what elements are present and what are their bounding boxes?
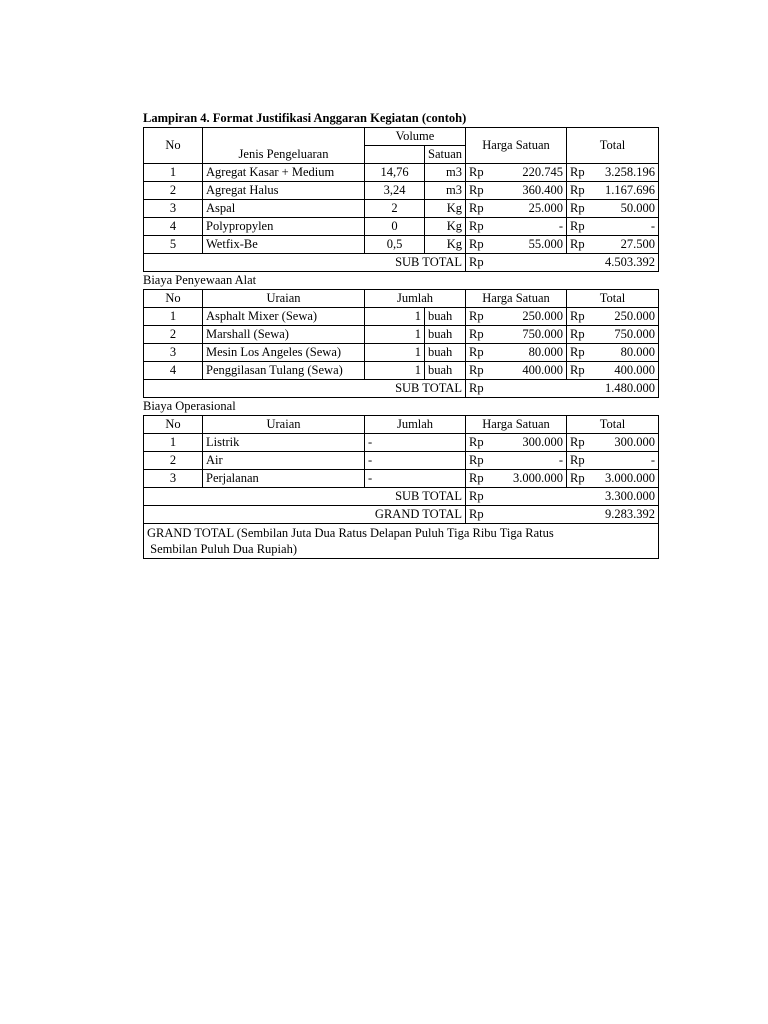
row-price-currency: Rp <box>466 326 496 344</box>
operational-subtotal-row <box>144 488 659 506</box>
subtotal-label: SUB TOTAL <box>144 380 466 398</box>
spacer <box>567 380 597 398</box>
rental-header-row <box>144 290 659 308</box>
row-total-currency: Rp <box>567 164 597 182</box>
document-title: Lampiran 4. Format Justifikasi Anggaran Kegiatan (contoh) <box>143 111 467 125</box>
row-price-currency: Rp <box>466 470 496 488</box>
row-price-currency: Rp <box>466 362 496 380</box>
row-qty: 1 <box>365 344 425 362</box>
subtotal-value: 3.300.000 <box>597 488 659 506</box>
grand-total-words-line-1: GRAND TOTAL (Sembilan Juta Dua Ratus Delapan Puluh Tiga Ribu Tiga Ratus <box>147 526 554 540</box>
header-volume: Volume <box>365 128 466 146</box>
header-no: No <box>144 290 203 308</box>
row-price: - <box>496 452 567 470</box>
row-total-currency: Rp <box>567 236 597 254</box>
row-total: 1.167.696 <box>597 182 659 200</box>
row-total-currency: Rp <box>567 308 597 326</box>
header-jenis: Jenis Pengeluaran <box>203 128 365 164</box>
row-price: 750.000 <box>496 326 567 344</box>
row-no: 1 <box>144 308 203 326</box>
rental-row <box>144 326 659 344</box>
row-total-currency: Rp <box>567 218 597 236</box>
spacer <box>567 506 597 524</box>
row-price-currency: Rp <box>466 182 496 200</box>
row-total: - <box>597 452 659 470</box>
materials-header-row-1 <box>144 128 659 146</box>
header-harga: Harga Satuan <box>466 416 567 434</box>
row-no: 2 <box>144 326 203 344</box>
row-total: 80.000 <box>597 344 659 362</box>
grand-total-row <box>144 506 659 524</box>
row-qty: - <box>365 434 466 452</box>
operational-row <box>144 434 659 452</box>
row-total: 50.000 <box>597 200 659 218</box>
row-unit: buah <box>425 326 466 344</box>
row-unit: m3 <box>425 182 466 200</box>
row-name: Asphalt Mixer (Sewa) <box>203 308 365 326</box>
rental-row <box>144 344 659 362</box>
subtotal-label: SUB TOTAL <box>144 254 466 272</box>
row-price: 300.000 <box>496 434 567 452</box>
row-no: 5 <box>144 236 203 254</box>
currency: Rp <box>466 380 496 398</box>
subtotal-label: SUB TOTAL <box>144 488 466 506</box>
row-total: 3.000.000 <box>597 470 659 488</box>
header-no: No <box>144 416 203 434</box>
grand-total-label: GRAND TOTAL <box>144 506 466 524</box>
subtotal-value: 1.480.000 <box>597 380 659 398</box>
row-total-currency: Rp <box>567 182 597 200</box>
header-satuan: Satuan <box>425 146 466 164</box>
row-unit: m3 <box>425 164 466 182</box>
row-price: 400.000 <box>496 362 567 380</box>
row-no: 1 <box>144 164 203 182</box>
row-qty: 3,24 <box>365 182 425 200</box>
row-no: 2 <box>144 452 203 470</box>
operational-row <box>144 470 659 488</box>
rental-row <box>144 308 659 326</box>
row-total: - <box>597 218 659 236</box>
row-total-currency: Rp <box>567 326 597 344</box>
row-qty: 1 <box>365 308 425 326</box>
spacer <box>496 488 567 506</box>
row-price-currency: Rp <box>466 236 496 254</box>
row-unit: Kg <box>425 218 466 236</box>
row-total-currency: Rp <box>567 452 597 470</box>
materials-row <box>144 200 659 218</box>
rental-caption: Biaya Penyewaan Alat <box>143 273 257 287</box>
row-unit: buah <box>425 308 466 326</box>
row-total-currency: Rp <box>567 362 597 380</box>
row-price-currency: Rp <box>466 308 496 326</box>
row-price-currency: Rp <box>466 164 496 182</box>
spacer <box>496 254 567 272</box>
operational-header-row <box>144 416 659 434</box>
row-total-currency: Rp <box>567 200 597 218</box>
rental-row <box>144 362 659 380</box>
row-total: 400.000 <box>597 362 659 380</box>
row-total-currency: Rp <box>567 434 597 452</box>
row-total: 3.258.196 <box>597 164 659 182</box>
row-no: 3 <box>144 470 203 488</box>
row-unit: Kg <box>425 200 466 218</box>
row-price: 3.000.000 <box>496 470 567 488</box>
row-name: Perjalanan <box>203 470 365 488</box>
row-name: Aspal <box>203 200 365 218</box>
header-jumlah: Jumlah <box>365 290 466 308</box>
row-name: Wetfix-Be <box>203 236 365 254</box>
row-price: 80.000 <box>496 344 567 362</box>
row-total: 27.500 <box>597 236 659 254</box>
header-total: Total <box>567 290 659 308</box>
row-price: 220.745 <box>496 164 567 182</box>
row-price: 250.000 <box>496 308 567 326</box>
row-name: Air <box>203 452 365 470</box>
row-no: 1 <box>144 434 203 452</box>
row-unit: buah <box>425 362 466 380</box>
header-harga: Harga Satuan <box>466 128 567 164</box>
row-price-currency: Rp <box>466 218 496 236</box>
operational-caption: Biaya Operasional <box>143 399 236 413</box>
subtotal-value: 4.503.392 <box>597 254 659 272</box>
row-no: 4 <box>144 218 203 236</box>
rental-subtotal-row <box>144 380 659 398</box>
grand-total-value: 9.283.392 <box>597 506 659 524</box>
header-volume-blank <box>365 146 425 164</box>
budget-document <box>143 110 658 559</box>
row-name: Marshall (Sewa) <box>203 326 365 344</box>
row-total-currency: Rp <box>567 344 597 362</box>
materials-row <box>144 236 659 254</box>
row-price: - <box>496 218 567 236</box>
operational-table <box>143 415 659 559</box>
currency: Rp <box>466 488 496 506</box>
materials-subtotal-row <box>144 254 659 272</box>
header-harga: Harga Satuan <box>466 290 567 308</box>
row-no: 4 <box>144 362 203 380</box>
spacer <box>496 506 567 524</box>
grand-total-words-line-2: Sembilan Puluh Dua Rupiah) <box>147 542 297 556</box>
currency: Rp <box>466 506 496 524</box>
header-uraian: Uraian <box>203 290 365 308</box>
spacer <box>496 380 567 398</box>
row-name: Penggilasan Tulang (Sewa) <box>203 362 365 380</box>
operational-row <box>144 452 659 470</box>
row-qty: 0,5 <box>365 236 425 254</box>
row-qty: - <box>365 452 466 470</box>
grand-total-words-row <box>144 524 659 559</box>
row-qty: 1 <box>365 362 425 380</box>
row-qty: 1 <box>365 326 425 344</box>
row-qty: 2 <box>365 200 425 218</box>
row-qty: 14,76 <box>365 164 425 182</box>
row-no: 3 <box>144 344 203 362</box>
row-price-currency: Rp <box>466 452 496 470</box>
header-total: Total <box>567 128 659 164</box>
spacer <box>567 488 597 506</box>
row-unit: buah <box>425 344 466 362</box>
materials-row <box>144 164 659 182</box>
row-no: 3 <box>144 200 203 218</box>
row-qty: 0 <box>365 218 425 236</box>
currency: Rp <box>466 254 496 272</box>
row-total: 250.000 <box>597 308 659 326</box>
row-price-currency: Rp <box>466 434 496 452</box>
header-no: No <box>144 128 203 164</box>
row-total: 750.000 <box>597 326 659 344</box>
row-price: 25.000 <box>496 200 567 218</box>
row-name: Agregat Halus <box>203 182 365 200</box>
row-qty: - <box>365 470 466 488</box>
row-price: 360.400 <box>496 182 567 200</box>
row-name: Agregat Kasar + Medium <box>203 164 365 182</box>
row-total: 300.000 <box>597 434 659 452</box>
rental-table <box>143 289 659 398</box>
row-unit: Kg <box>425 236 466 254</box>
grand-total-words <box>144 524 659 559</box>
row-price-currency: Rp <box>466 200 496 218</box>
header-jumlah: Jumlah <box>365 416 466 434</box>
materials-table <box>143 127 659 272</box>
header-uraian: Uraian <box>203 416 365 434</box>
row-name: Mesin Los Angeles (Sewa) <box>203 344 365 362</box>
row-total-currency: Rp <box>567 470 597 488</box>
row-no: 2 <box>144 182 203 200</box>
row-price-currency: Rp <box>466 344 496 362</box>
materials-row <box>144 218 659 236</box>
row-name: Listrik <box>203 434 365 452</box>
header-total: Total <box>567 416 659 434</box>
spacer <box>567 254 597 272</box>
materials-row <box>144 182 659 200</box>
row-name: Polypropylen <box>203 218 365 236</box>
row-price: 55.000 <box>496 236 567 254</box>
